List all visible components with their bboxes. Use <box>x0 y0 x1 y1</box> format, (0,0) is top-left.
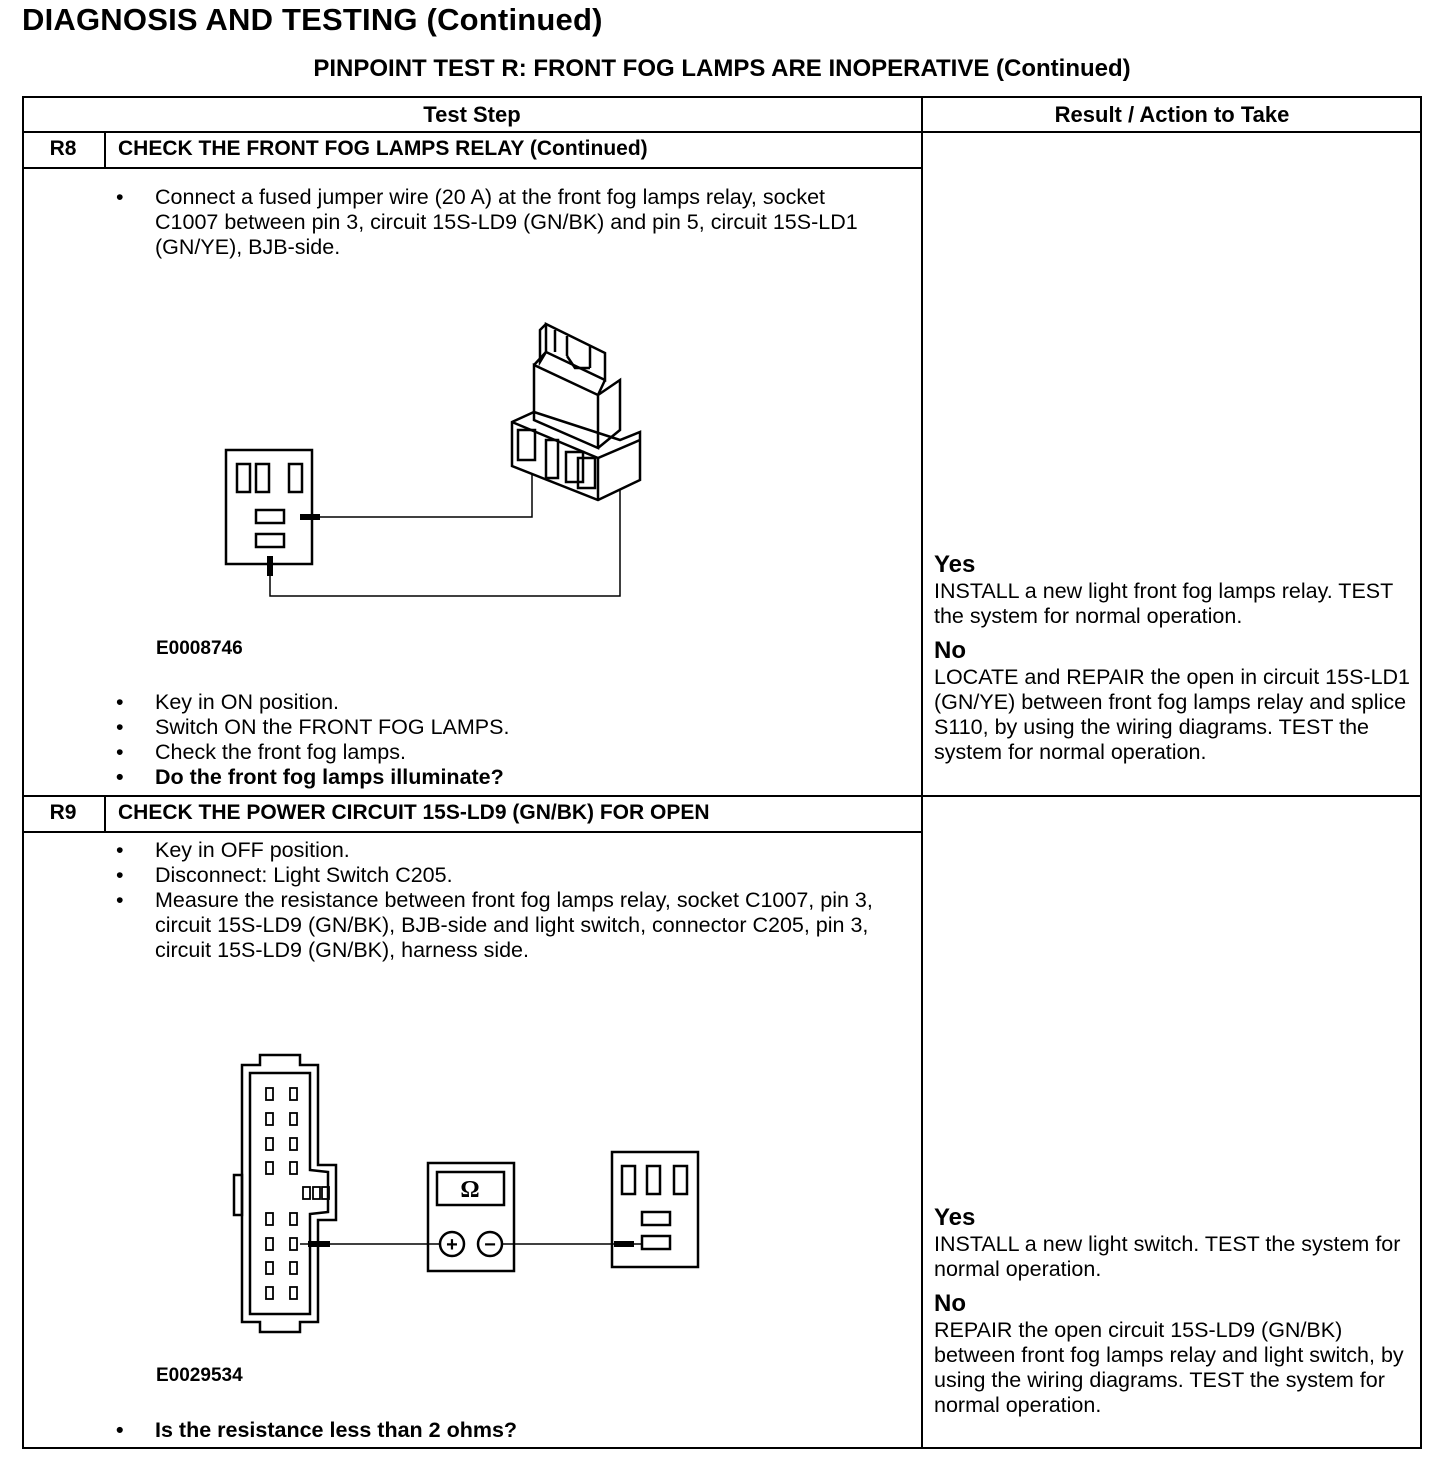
step-id: R8 <box>49 137 77 160</box>
yes-action: INSTALL a new light switch. TEST the system for normal operation. <box>934 1232 1401 1281</box>
instruction-item: • Key in OFF position. <box>112 838 902 863</box>
page-title: DIAGNOSIS AND TESTING (Continued) <box>22 2 603 37</box>
no-label: No <box>934 637 966 664</box>
figure-code: E0008746 <box>156 638 243 659</box>
instruction-item: • Disconnect: Light Switch C205. <box>112 863 902 888</box>
plus-symbol: + <box>446 1234 458 1256</box>
instruction-item: • Check the front fog lamps. <box>112 740 892 765</box>
step-id: R9 <box>49 801 77 824</box>
no-label: No <box>934 1290 966 1317</box>
minus-symbol: − <box>484 1234 496 1256</box>
step-title: CHECK THE FRONT FOG LAMPS RELAY (Continued) <box>118 137 648 160</box>
ohm-symbol: Ω <box>460 1177 480 1203</box>
column-header-result: Result / Action to Take <box>1054 102 1290 127</box>
figure-code: E0029534 <box>156 1365 243 1386</box>
step-title: CHECK THE POWER CIRCUIT 15S-LD9 (GN/BK) FOR OPEN <box>118 801 710 824</box>
yes-action: INSTALL a new light front fog lamps relay. TEST the system for normal operation. <box>934 579 1393 628</box>
instruction-question: • Is the resistance less than 2 ohms? <box>112 1418 892 1443</box>
yes-label: Yes <box>934 551 976 578</box>
no-action: LOCATE and REPAIR the open in circuit 15S-LD1 (GN/YE) between front fog lamps relay and splice S110, by using the wiring diagrams. TEST the system for normal operation. <box>934 665 1411 764</box>
instruction-item: • Key in ON position. <box>112 690 892 715</box>
instruction-item: • Measure the resistance between front fog lamps relay, socket C1007, pin 3, circuit 15S-LD9 (GN/BK), BJB-side and light switch, connector C205, pin 3, circuit 15S-LD9 (GN/BK), harness side. <box>112 888 902 963</box>
instruction-item: • Connect a fused jumper wire (20 A) at the front fog lamps relay, socket C1007 between pin 3, circuit 15S-LD9 (GN/BK) and pin 5, circuit 15S-LD1 (GN/YE), BJB-side. <box>112 185 892 260</box>
step-instructions <box>112 1418 892 1443</box>
instruction-item: • Switch ON the FRONT FOG LAMPS. <box>112 715 892 740</box>
pinpoint-test-title: PINPOINT TEST R: FRONT FOG LAMPS ARE INOPERATIVE (Continued) <box>313 55 1131 82</box>
column-header-test-step: Test Step <box>423 102 521 127</box>
no-action: REPAIR the open circuit 15S-LD9 (GN/BK) between front fog lamps relay and light switch, by using the wiring diagrams. TEST the system for normal operation. <box>934 1318 1404 1417</box>
yes-label: Yes <box>934 1204 976 1231</box>
result-actions <box>934 1204 1418 1426</box>
instruction-question: • Do the front fog lamps illuminate? <box>112 765 892 790</box>
